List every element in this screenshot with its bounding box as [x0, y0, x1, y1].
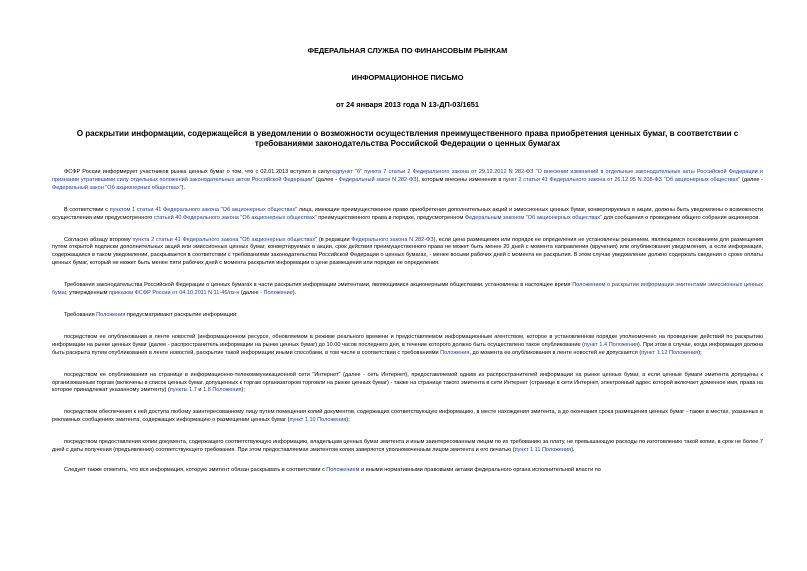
paragraph-text: посредством ее опубликования в ленте новостей (информационном ресурсе, обновляемом в режиме реального времени и предоставляемом информационным агентством, которое в установленном порядке уполномочено на проведение действий по раскрытию информации на рынке ценных бумаг (далее - распространитель информации на рынке ценных бумаг) до 10.00 часов последнего дня, в течение которого должно быть осуществлено такое опубликование ( — [52, 333, 763, 348]
regulation-link[interactable]: Положения — [440, 349, 470, 356]
paragraph-text: и — [196, 387, 204, 394]
paragraph-text: В соответствии с — [64, 206, 110, 213]
order-link[interactable]: приказом ФСФР России от 04.10.2011 N 11-46/пз-н — [108, 290, 240, 297]
paragraph-text: лица, имеющие преимущественное право приобретения дополнительных акций и эмиссионных ценных бумаг, конвертируемых в акции, должны быть уведомлены о возможности осуществления ими предусмотренного — [52, 206, 763, 221]
law-link[interactable]: статьей 40 Федерального закона "Об акционерных обществах" — [153, 214, 317, 221]
regulation-link[interactable]: пункт 1.4 Положения — [583, 341, 638, 348]
paragraph-text: ), если цена размещения или порядок ее определения не установлены решением, являющимся основанием для размещения путем открытой подписки дополнительных акций или эмиссионных ценных бумаг, конвертируемых в акции, срок действия преимущественного права не может быть менее 20 дней с момента направления (вручения) или опубликования уведомления, а если информация, содержащаяся в таком уведомлении, раскрывается в соответствии с требованиями законодательства Российской Федерации о ценных бумагах, - менее восьми рабочих дней с момента ее раскрытия. В этом случае уведомление должно содержать сведения о сроке оплаты ценных бумаг, который не может быть менее пяти рабочих дней с момента раскрытия информации о цене размещения или порядке ее определения. — [52, 236, 764, 267]
paragraph-text: ); — [698, 349, 702, 356]
paragraph-text: ). — [292, 290, 297, 297]
paragraph-5 — [52, 312, 763, 320]
law-link[interactable]: пунктом 1 статьи 41 Федерального закона "Об акционерных обществах" — [109, 206, 298, 213]
document-type: ИНФОРМАЦИОННОЕ ПИСЬМО — [351, 73, 464, 82]
paragraph-text: (далее - — [314, 176, 339, 183]
law-link[interactable]: пункта 2 статьи 41 Федерального закона "Об акционерных обществах" — [132, 236, 318, 243]
paragraph-text: для сообщения о проведении общего собрания акционеров. — [602, 214, 760, 221]
paragraph-text: ФСФР России информирует участников рынка ценных бумаг о том, что с 02.01.2013 вступил в силу — [64, 169, 330, 175]
paragraph-text: Следует также отметить, что вся информация, которую эмитент обязан раскрывать в соответствии с — [64, 466, 327, 473]
law-link[interactable]: Федеральный закон N 282-ФЗ — [338, 176, 417, 183]
paragraph-text: Согласно абзацу второму — [64, 236, 133, 243]
regulation-link[interactable]: пункт 1.10 Положения — [289, 417, 347, 424]
law-link[interactable]: Федеральным законом "Об акционерных обществах" — [464, 214, 603, 221]
regulation-link[interactable]: 1.8 Положения — [203, 387, 242, 394]
paragraph-text: (далее - — [239, 290, 264, 297]
paragraph-text: посредством предоставления копии документа, содержащего соответствующую информацию, владельцам ценных бумаг эмитента и иным заинтересованным лицам по их требованию за плату, не превышающую расходы по изготовлению такой копии, в срок не более 7 дней с даты получения (предъявления) соответствующего требования. При этом предоставляемая эмитентом копия заверяется уполномоченным лицом эмитента и его печатью ( — [52, 439, 763, 454]
regulation-link[interactable]: Положения — [96, 311, 126, 318]
paragraph-text: (в редакции — [317, 236, 352, 243]
paragraph-10 — [52, 467, 763, 475]
paragraph-text: Требования — [64, 311, 97, 318]
law-link[interactable]: пункт 2 статьи 41 Федерального закона от 26.12.95 N 208-ФЗ "Об акционерных обществах" — [502, 176, 741, 183]
regulation-link[interactable]: Положение — [263, 290, 293, 297]
law-link[interactable]: Федерального закона N 282-ФЗ — [351, 236, 434, 243]
document-title: О раскрытии информации, содержащейся в уведомлении о возможности осуществления преимущественного права приобретения ценных бумаг, в соответствии с требованиями законодательства Российской Федерации о ценных бумагах — [76, 129, 739, 148]
paragraph-7 — [52, 372, 763, 396]
regulation-link[interactable]: Положением — [326, 466, 360, 473]
paragraph-text: посредством ее опубликования на странице в информационно-телекоммуникационной сети "Интернет" (далее - сеть Интернет), предоставляемой одним из распространителей информации на рынке ценных бумаг, а если ценные бумаги эмитента допущены к организованным торгам (включены в список ценных бумаг, допущенных к торгам организатором торговли на рынке ценных бумаг) - также на странице такого эмитента в сети Интернет (странице в сети Интернет, электронный адрес которой включает доменное имя, права на которое принадлежат указанному эмитенту) ( — [52, 371, 763, 394]
paragraph-8 — [52, 409, 763, 425]
paragraph-text: ). — [571, 447, 575, 454]
paragraph-text: и иными нормативными правовыми актами федерального органа исполнительной власти по — [359, 466, 601, 473]
paragraph-6 — [52, 334, 763, 358]
paragraph-text: , до момента ее опубликования в ленте новостей не допускается ( — [469, 349, 642, 356]
regulation-link[interactable]: пункты 1.7 — [169, 387, 197, 394]
regulation-link[interactable]: Положением о раскрытии информации эмитентами эмиссионных ценных бумаг — [52, 282, 763, 297]
paragraph-text: посредством обеспечения к ней доступа любому заинтересованному лицу путем помещения копий документов, содержащих соответствующую информацию, в месте нахождения эмитента, а до окончания срока размещения ценных бумаг - также в местах, указанных в рекламных сообщениях эмитента, содержащих информацию о размещении ценных бумаг ( — [52, 409, 763, 424]
paragraph-text: ), которым внесены изменения в — [416, 176, 503, 183]
agency-name: ФЕДЕРАЛЬНАЯ СЛУЖБА ПО ФИНАНСОВЫМ РЫНКАМ — [307, 46, 508, 55]
document-date-number: от 24 января 2013 года N 13-ДП-03/1651 — [336, 100, 479, 109]
regulation-link[interactable]: пункт 1.11 Положения — [514, 447, 572, 454]
paragraph-2 — [52, 207, 763, 223]
paragraph-text: , утвержденным — [66, 290, 109, 297]
law-link[interactable]: Федеральный закон "Об акционерных обществах" — [52, 184, 182, 191]
paragraph-text: ). — [181, 184, 186, 191]
regulation-link[interactable]: пункт 1.12 Положения — [641, 349, 699, 356]
paragraph-text: ); — [241, 387, 245, 394]
paragraph-text: Требования законодательства Российской Федерации о ценных бумагах в части раскрытия информации эмитентами, являющимися акционерными обществами, установлены в настоящее время — [64, 282, 573, 289]
paragraph-4 — [52, 282, 763, 298]
paragraph-text: (далее - — [740, 176, 764, 183]
paragraph-9 — [52, 439, 763, 455]
paragraph-text: ). При этом в случае, когда информация должна быть раскрыта путем опубликования в ленте новостей, раскрытие такой информации иными способами, в том числе в соответствии с требованиями — [52, 341, 763, 356]
paragraph-3 — [52, 237, 763, 269]
paragraph-text: ); — [346, 417, 350, 424]
law-link[interactable]: подпункт "б" пункта 7 статьи 2 Федерального закона от 29.12.2012 N 282-ФЗ "О внесении изменений в отдельные законодательные акты Российской Федерации и признании утратившими силу отдельных положений законодательных актов Российской Федерации" — [52, 169, 763, 183]
paragraph-1 — [52, 169, 763, 193]
paragraph-text: преимущественного права в порядке, предусмотренном — [316, 214, 465, 221]
paragraph-text: предусматривают раскрытие информации: — [125, 311, 238, 318]
